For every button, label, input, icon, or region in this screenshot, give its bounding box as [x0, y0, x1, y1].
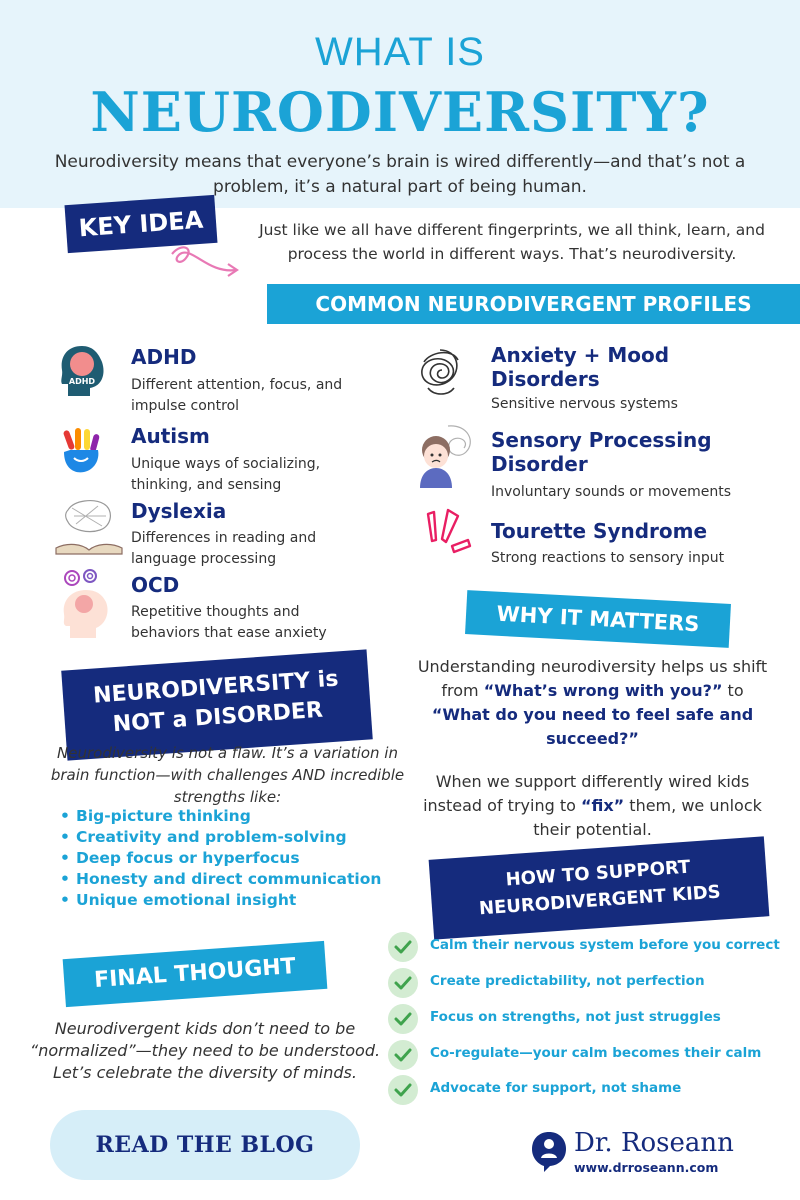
book-scribble-icon — [54, 496, 124, 558]
support-item-label: Co-regulate—your calm becomes their calm — [430, 1045, 762, 1061]
strength-item: • Creativity and problem-solving — [60, 827, 400, 848]
overwhelmed-child-icon — [410, 422, 480, 490]
support-item — [388, 1004, 798, 1034]
check-icon — [388, 1004, 418, 1034]
strength-item: • Unique emotional insight — [60, 890, 400, 911]
support-item-label: Calm their nervous system before you correct — [430, 937, 780, 953]
support-item — [388, 932, 798, 962]
tangled-scribble-icon — [414, 344, 466, 400]
rainbow-hand-icon — [60, 426, 106, 476]
strengths-list — [60, 806, 400, 911]
why-quote-1: “What’s wrong with you?” — [483, 681, 723, 700]
profile-title-anxiety: Anxiety + Mood Disorders — [491, 343, 670, 391]
how-to-support-label — [429, 836, 770, 939]
how-to-support-line-2: NEURODIVERGENT KIDS — [478, 881, 722, 920]
why-text-1: Understanding neurodiversity helps us shift from — [417, 657, 768, 700]
profile-title-tourette: Tourette Syndrome — [491, 519, 708, 543]
strength-item: • Deep focus or hyperfocus — [60, 848, 400, 869]
brand-url: www.drroseann.com — [574, 1160, 719, 1175]
svg-text:ADHD: ADHD — [68, 377, 96, 386]
support-item-label: Advocate for support, not shame — [430, 1080, 682, 1096]
header-banner — [0, 0, 800, 208]
title-line-1: WHAT IS — [315, 30, 485, 74]
title-line-2: NEURODIVERSITY? — [90, 80, 710, 144]
support-item-label: Create predictability, not perfection — [430, 973, 705, 989]
why-text-2b: them, we unlock their potential. — [533, 796, 762, 839]
read-the-blog-button[interactable]: READ THE BLOG — [50, 1110, 360, 1180]
profile-desc-dyslexia: Differences in reading and language processing — [131, 530, 317, 567]
check-icon — [388, 932, 418, 962]
why-quote-2: “What do you need to feel safe and succeed?” — [431, 705, 754, 748]
profile-title-sensory: Sensory Processing Disorder — [491, 428, 712, 476]
profile-title-autism: Autism — [131, 424, 210, 448]
key-idea-label: KEY IDEA — [65, 195, 218, 253]
spiral-head-icon — [56, 568, 112, 640]
brand-logo[interactable] — [530, 1128, 780, 1178]
support-item — [388, 1040, 798, 1070]
support-item — [388, 968, 798, 998]
profile-desc-anxiety: Sensitive nervous systems — [491, 396, 678, 412]
speech-bubble-logo-icon — [530, 1130, 568, 1174]
not-disorder-intro: Neurodiversity is not a flaw. It’s a variation in brain function—with challenges AND incredible strengths like: — [50, 744, 405, 806]
check-icon — [388, 968, 418, 998]
why-to: to — [727, 681, 744, 700]
profile-desc-tourette: Strong reactions to sensory input — [491, 550, 725, 566]
support-item — [388, 1075, 798, 1105]
profile-title-dyslexia: Dyslexia — [131, 499, 227, 523]
profile-desc-ocd: Repetitive thoughts and behaviors that ease anxiety — [131, 604, 327, 641]
profile-title-adhd: ADHD — [131, 345, 197, 369]
strength-item: • Big-picture thinking — [60, 806, 400, 827]
profile-desc-adhd: Different attention, focus, and impulse control — [131, 377, 343, 414]
profile-title-ocd: OCD — [131, 573, 180, 597]
not-disorder-line-2: NOT a DISORDER — [112, 697, 324, 738]
how-to-support-line-1: HOW TO SUPPORT — [505, 856, 691, 891]
brand-name: Dr. Roseann — [574, 1128, 734, 1158]
why-paragraph-1 — [405, 655, 780, 703]
not-disorder-line-1: NEURODIVERSITY is — [92, 666, 340, 709]
why-text-2a: When we support differently wired kids instead of trying to — [423, 772, 750, 815]
key-idea-text: Just like we all have different fingerprints, we all think, learn, and process the world in different ways. That’s neurodiversity. — [259, 221, 765, 263]
profile-desc-sensory: Involuntary sounds or movements — [491, 484, 732, 500]
strength-item: • Honesty and direct communication — [60, 869, 400, 890]
why-it-matters-label: WHY IT MATTERS — [465, 590, 731, 648]
profile-desc-autism: Unique ways of socializing, thinking, and sensing — [131, 456, 321, 493]
why-paragraph-2 — [405, 770, 780, 842]
final-thought-label: FINAL THOUGHT — [63, 941, 328, 1007]
adhd-head-icon — [56, 344, 108, 400]
support-item-label: Focus on strengths, not just struggles — [430, 1009, 721, 1025]
subtitle: Neurodiversity means that everyone’s brain is wired differently—and that’s not a problem, it’s a natural part of being human. — [54, 152, 746, 197]
check-icon — [388, 1075, 418, 1105]
profiles-heading: COMMON NEURODIVERGENT PROFILES — [267, 284, 800, 324]
check-icon — [388, 1040, 418, 1070]
why-fix: “fix” — [580, 796, 625, 815]
final-thought-text: Neurodivergent kids don’t need to be “normalized”—they need to be understood. Let’s celebrate the diversity of minds. — [29, 1019, 381, 1082]
exclamation-marks-icon — [422, 506, 472, 556]
